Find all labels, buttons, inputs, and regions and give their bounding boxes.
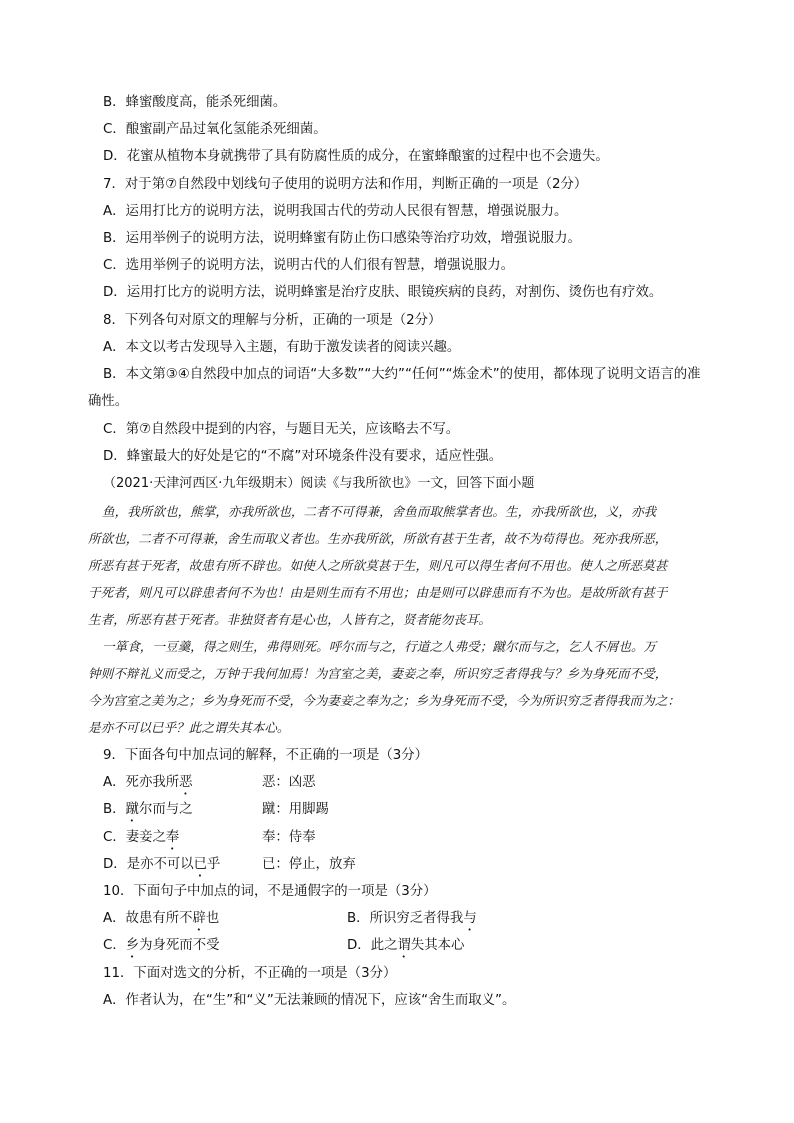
q8-option-b-continued: 确性。 [88, 394, 129, 409]
q7-option-c: C．选用举例子的说明方法，说明古代的人们很有智慧，增强说服力。 [103, 258, 515, 273]
q7-stem: 7．对于第⑦自然段中划线句子使用的说明方法和作用，判断正确的一项是（2分） [103, 177, 588, 192]
q10-c-text: C． [103, 938, 126, 953]
q10-a-dotted-word: 辟 [192, 911, 206, 926]
passage-line: 所欲也，二者不可得兼，舍生而取义者也。生亦我所欲，所欲有甚于生者，故不为苟得也。死亦我所恶， [88, 531, 668, 546]
passage-source: （2021·天津河西区·九年级期末）阅读《与我所欲也》一文，回答下面小题 [103, 476, 535, 491]
q9-option-c [103, 829, 179, 853]
q9-c-dotted-word: 奉 [165, 830, 180, 845]
q10-d-dotted-word: 谓 [397, 938, 411, 953]
q7-option-b: B．运用举例子的说明方法，说明蜂蜜有防止伤口感染等治疗功效，增强说服力。 [103, 231, 581, 246]
q9-option-b [103, 801, 193, 825]
q10-b-dotted-word: 与 [463, 911, 477, 926]
q10-a-text: A．故患有所不 [103, 911, 193, 926]
q6-option-c: C．酿蜜副产品过氧化氢能杀死细菌。 [103, 122, 327, 137]
passage-line: 鱼，我所欲也，熊掌，亦我所欲也，二者不可得兼，舍鱼而取熊掌者也。生，亦我所欲也，义，亦我 [102, 504, 657, 519]
q9-stem: 9．下面各句中加点词的解释，不正确的一项是（3分） [103, 748, 429, 763]
q8-option-a: A．本文以考古发现导入主题，有助于激发读者的阅读兴趣。 [103, 340, 461, 355]
q11-stem: 11．下面对选文的分析，不正确的一项是（3分） [103, 966, 397, 981]
q8-option-c: C．第⑦自然段中提到的内容，与题目无关，应该略去不写。 [103, 422, 460, 437]
passage-line: 生者，所恶有甚于死者。非独贤者有是心也，人皆有之，贤者能勿丧耳。 [88, 612, 491, 627]
q10-c-dotted-word: 乡 [125, 938, 140, 953]
q9-d-text-after: 乎 [207, 857, 221, 872]
q9-d-text: D．是亦不可以 [103, 857, 194, 872]
q9-d-dotted-word: 已 [193, 857, 208, 872]
q9-b-text-after: 尔而与之 [138, 802, 193, 817]
passage-line: 所恶有甚于死者，故患有所不辟也。如使人之所欲莫甚于生，则凡可以得生者何不用也。使人之所恶莫甚 [88, 558, 668, 573]
q9-option-a-explanation: 恶：凶恶 [262, 775, 316, 790]
q9-option-d [103, 856, 220, 880]
q9-a-text: A．死亦我所 [103, 775, 180, 790]
passage-line: 于死者，则凡可以辟患者何不为也！由是则生而有不用也；由是则可以辟患而有不为也。是故所欲有甚于 [88, 585, 668, 600]
q9-a-dotted-word: 恶 [179, 775, 193, 790]
q10-option-b [347, 910, 477, 934]
passage-line: 钟则不辩礼义而受之，万钟于我何加焉！为宫室之美，妻妾之奉，所识穷乏者得我与？乡为身死而不受， [88, 666, 668, 681]
q10-d-text-after: 失其本心 [410, 938, 465, 953]
q7-option-a: A．运用打比方的说明方法，说明我国古代的劳动人民很有智慧，增强说服力。 [103, 204, 568, 219]
q8-stem: 8．下列各句对原文的理解与分析，正确的一项是（2分） [103, 313, 442, 328]
q11-option-a: A．作者认为，在“生”和“义”无法兼顾的情况下，应该“舍生而取义”。 [103, 993, 516, 1008]
passage-line: 今为宫室之美为之；乡为身死而不受，今为妻妾之奉为之；乡为身死而不受，今为所识穷乏者得我而为之： [88, 693, 680, 708]
passage-line: 是亦不可以已乎？此之谓失其本心。 [88, 720, 290, 735]
q7-option-d: D．运用打比方的说明方法，说明蜂蜜是治疗皮肤、眼镜疾病的良药，对割伤、烫伤也有疗效。 [103, 285, 663, 300]
q9-option-a [103, 774, 193, 798]
q8-option-b: B．本文第③④自然段中加点的词语“大多数”“大约”“任何”“炼金术”的使用，都体现了说明文语言的准 [103, 367, 701, 382]
q9-b-dotted-word: 蹴 [125, 802, 139, 817]
q10-a-text-after: 也 [205, 911, 220, 926]
q10-option-d [347, 937, 464, 961]
q10-stem: 10．下面句子中加点的词，不是通假字的一项是（3分） [103, 884, 437, 899]
q9-option-d-explanation: 已：停止，放弃 [262, 857, 356, 872]
q6-option-d: D．花蜜从植物本身就携带了具有防腐性质的成分，在蜜蜂酿蜜的过程中也不会遗失。 [103, 149, 609, 164]
q9-option-b-explanation: 蹴：用脚踢 [262, 802, 329, 817]
q10-c-text-after: 为身死而不受 [139, 938, 220, 953]
q9-option-c-explanation: 奉：侍奉 [262, 830, 316, 845]
q9-b-text: B． [103, 802, 126, 817]
q10-option-c [103, 937, 219, 961]
q10-b-text: B．所识穷乏者得我 [347, 911, 464, 926]
q10-d-text: D．此之 [347, 938, 398, 953]
q6-option-b: B．蜂蜜酸度高，能杀死细菌。 [103, 95, 287, 110]
q8-option-d: D．蜂蜜最大的好处是它的“不腐”对环境条件没有要求，适应性强。 [103, 449, 503, 464]
q10-option-a [103, 910, 219, 934]
q9-c-text: C．妻妾之 [103, 830, 166, 845]
passage-line: 一箪食，一豆羹，得之则生，弗得则死。呼尔而与之，行道之人弗受；蹴尔而与之，乞人不屑也。万 [102, 639, 657, 654]
